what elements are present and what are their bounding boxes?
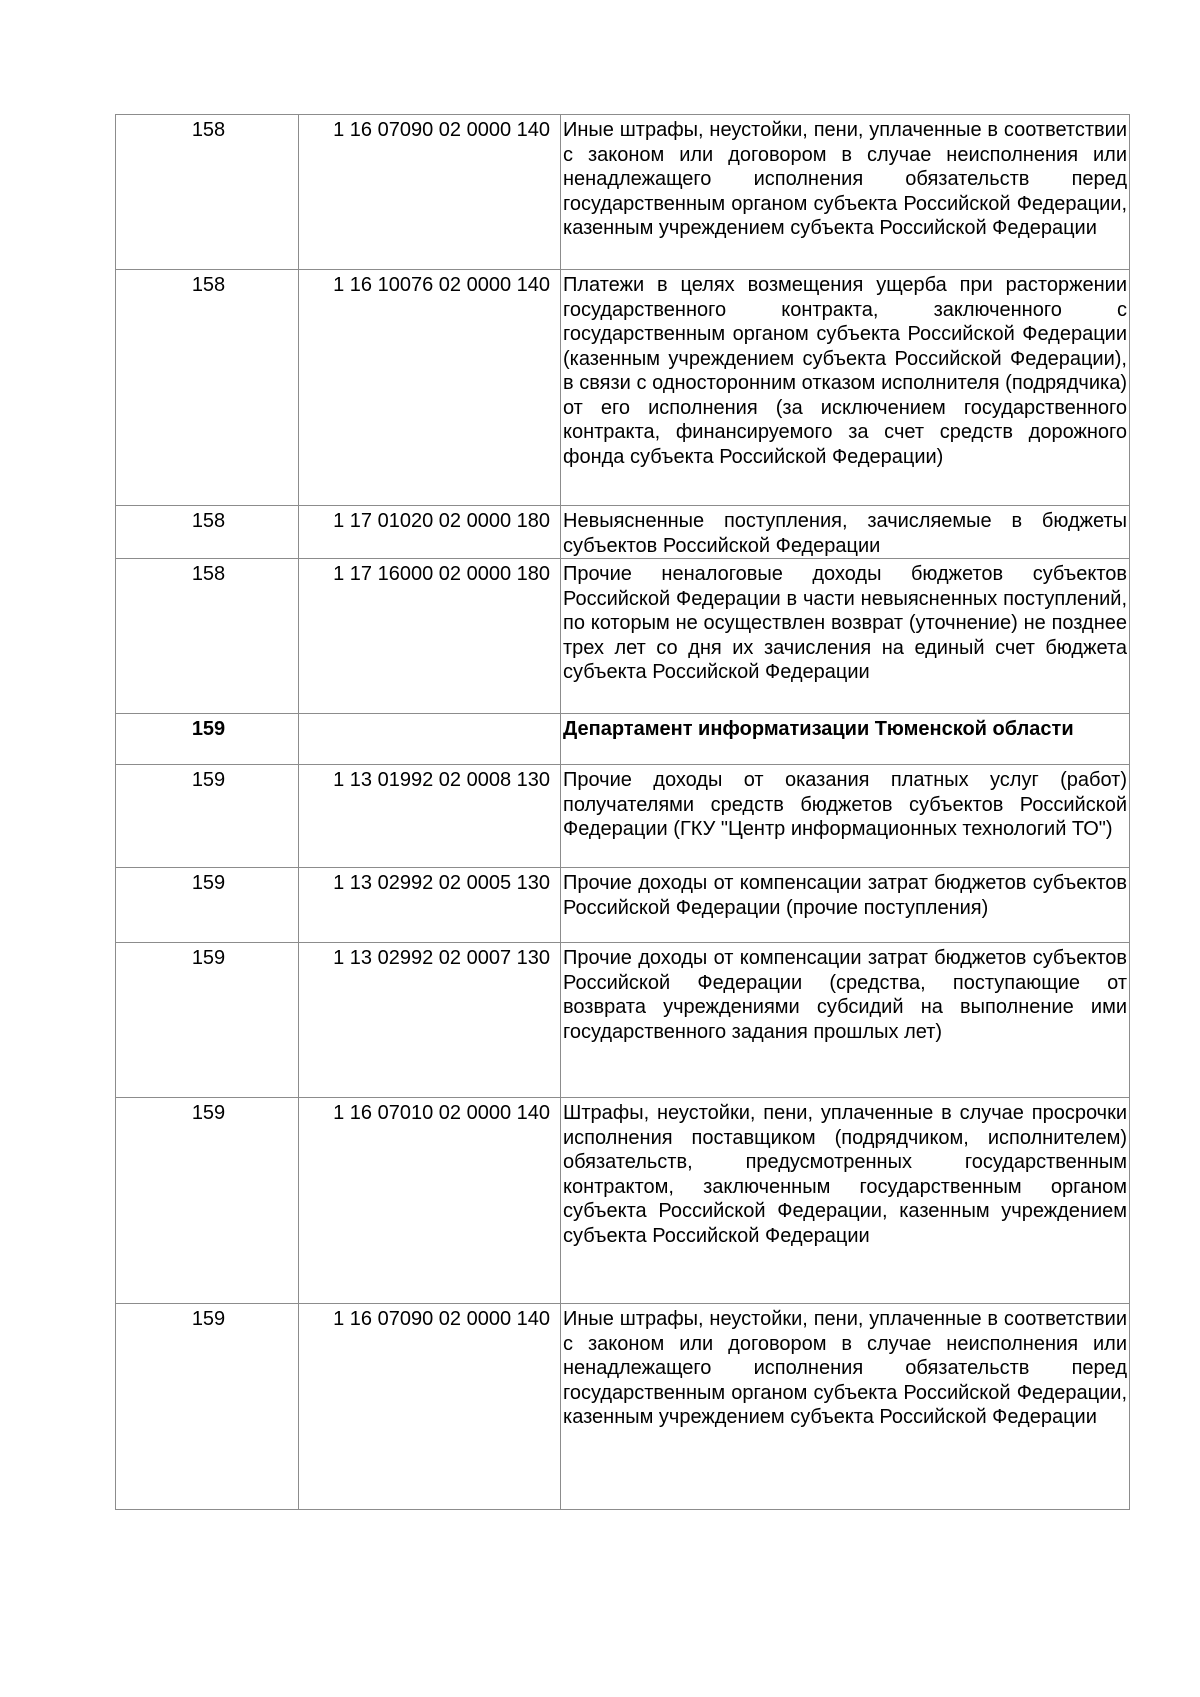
revenue-name-cell: Невыясненные поступления, зачисляемые в бюджеты субъектов Российской Федерации: [561, 506, 1130, 559]
revenue-name-cell: Прочие доходы от компенсации затрат бюджетов субъектов Российской Федерации (средства, поступающие от возврата учреждениями субсидий на выполнение ими государственного задания прошлых лет): [561, 943, 1130, 1098]
admin-code-cell: 159: [116, 943, 299, 1098]
table-row: [116, 868, 1130, 943]
section-header-row: [116, 714, 1130, 765]
table-row: [116, 270, 1130, 506]
revenue-name-cell: Прочие доходы от оказания платных услуг (работ) получателями средств бюджетов субъектов Российской Федерации (ГКУ "Центр информационных технологий ТО"): [561, 765, 1130, 868]
revenue-name-cell: Штрафы, неустойки, пени, уплаченные в случае просрочки исполнения поставщиком (подрядчиком, исполнителем) обязательств, предусмотренных государственным контрактом, заключенным государственным органом субъекта Российской Федерации, казенным учреждением субъекта Российской Федерации: [561, 1098, 1130, 1304]
admin-code-cell: 159: [116, 868, 299, 943]
admin-code-cell: 158: [116, 506, 299, 559]
budget-code-cell: 1 17 16000 02 0000 180: [299, 559, 561, 714]
table-row: [116, 1098, 1130, 1304]
revenue-name-cell: Прочие доходы от компенсации затрат бюджетов субъектов Российской Федерации (прочие поступления): [561, 868, 1130, 943]
table-row: [116, 506, 1130, 559]
table-row: [116, 943, 1130, 1098]
admin-code-cell: 159: [116, 714, 299, 765]
revenue-name-cell: Иные штрафы, неустойки, пени, уплаченные в соответствии с законом или договором в случае неисполнения или ненадлежащего исполнения обязательств перед государственным органом субъекта Российской Федерации, казенным учреждением субъекта Российской Федерации: [561, 115, 1130, 270]
budget-code-cell: 1 13 02992 02 0005 130: [299, 868, 561, 943]
budget-code-cell: 1 13 01992 02 0008 130: [299, 765, 561, 868]
admin-code-cell: 158: [116, 115, 299, 270]
department-name-cell: Департамент информатизации Тюменской области: [561, 714, 1130, 765]
revenue-name-cell: Прочие неналоговые доходы бюджетов субъектов Российской Федерации в части невыясненных поступлений, по которым не осуществлен возврат (уточнение) не позднее трех лет со дня их зачисления на единый счет бюджета субъекта Российской Федерации: [561, 559, 1130, 714]
budget-code-cell: 1 17 01020 02 0000 180: [299, 506, 561, 559]
budget-code-cell: 1 16 07090 02 0000 140: [299, 1304, 561, 1510]
admin-code-cell: 158: [116, 559, 299, 714]
table-row: [116, 1304, 1130, 1510]
admin-code-cell: 159: [116, 1098, 299, 1304]
table-row: [116, 115, 1130, 270]
budget-code-cell: 1 16 07090 02 0000 140: [299, 115, 561, 270]
budget-code-cell: 1 13 02992 02 0007 130: [299, 943, 561, 1098]
revenue-name-cell: Платежи в целях возмещения ущерба при расторжении государственного контракта, заключенного с государственным органом субъекта Российской Федерации (казенным учреждением субъекта Российской Федерации), в связи с односторонним отказом исполнителя (подрядчика) от его исполнения (за исключением государственного контракта, финансируемого за счет средств дорожного фонда субъекта Российской Федерации): [561, 270, 1130, 506]
budget-code-cell: [299, 714, 561, 765]
admin-code-cell: 159: [116, 1304, 299, 1510]
admin-code-cell: 158: [116, 270, 299, 506]
budget-code-cell: 1 16 07010 02 0000 140: [299, 1098, 561, 1304]
revenue-codes-table: [115, 114, 1130, 1510]
revenue-name-cell: Иные штрафы, неустойки, пени, уплаченные в соответствии с законом или договором в случае неисполнения или ненадлежащего исполнения обязательств перед государственным органом субъекта Российской Федерации, казенным учреждением субъекта Российской Федерации: [561, 1304, 1130, 1510]
table-row: [116, 559, 1130, 714]
budget-code-cell: 1 16 10076 02 0000 140: [299, 270, 561, 506]
table-row: [116, 765, 1130, 868]
admin-code-cell: 159: [116, 765, 299, 868]
